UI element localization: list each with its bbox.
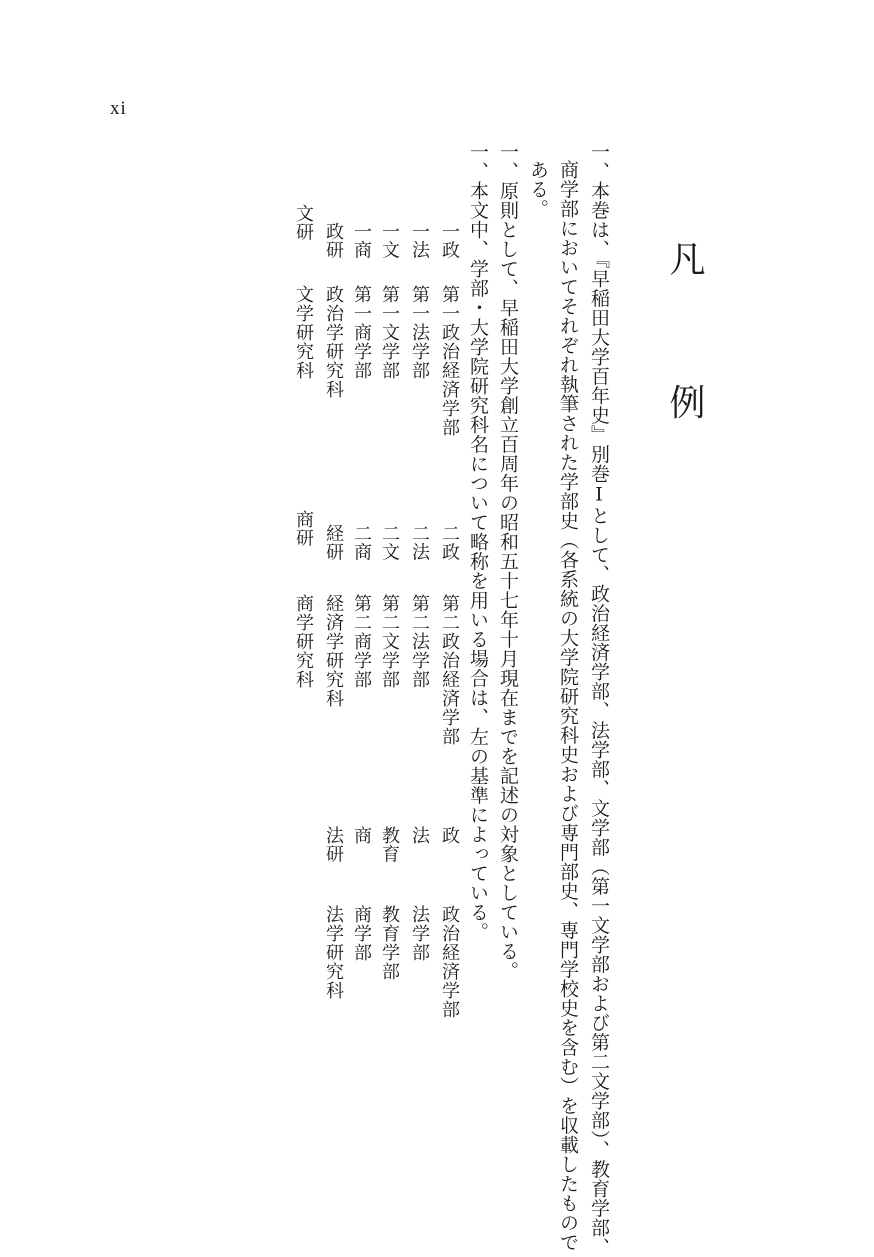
abbr-6-1: 文研 <box>293 204 314 241</box>
abbr-5-1: 政研 <box>323 222 344 259</box>
abbr-4-3: 商 <box>351 826 372 845</box>
abbr-5-2: 経研 <box>323 524 344 561</box>
abbr-1-3: 政 <box>439 826 460 845</box>
name-3-2: 第二文学部 <box>379 594 400 689</box>
paragraph-1-line-3: ある。 <box>527 160 549 219</box>
name-2-3: 法学部 <box>409 905 430 962</box>
paragraph-1-line-2: 商学部においてそれぞれ執筆された学部史（各系統の大学院研究科史および専門部史、専門学校史を含む）を収載したもので <box>557 160 579 1252</box>
paragraph-1-line-1: 一、本巻は、『早稲田大学百年史』別巻Ⅰとして、政治経済学部、法学部、文学部（第一文学部および第二文学部）、教育学部、 <box>588 142 610 1257</box>
name-4-2: 第二商学部 <box>351 594 372 689</box>
abbr-1-1: 一政 <box>439 222 460 259</box>
name-3-1: 第一文学部 <box>379 285 400 380</box>
abbr-1-2: 二政 <box>439 524 460 561</box>
name-6-1: 文学研究科 <box>293 285 314 380</box>
name-2-1: 第一法学部 <box>409 285 430 380</box>
abbr-4-2: 二商 <box>351 524 372 561</box>
name-5-2: 経済学研究科 <box>323 594 344 708</box>
abbr-3-3: 教育 <box>379 826 400 863</box>
name-3-3: 教育学部 <box>379 905 400 981</box>
page-title: 凡 例 <box>664 240 705 468</box>
paragraph-2: 一、原則として、早稲田大学創立百周年の昭和五十七年十月現在までを記述の対象としている。 <box>497 142 519 981</box>
abbr-2-3: 法 <box>409 826 430 845</box>
name-1-3: 政治経済学部 <box>439 905 460 1019</box>
name-4-1: 第一商学部 <box>351 285 372 380</box>
abbr-5-3: 法研 <box>323 826 344 863</box>
abbr-4-1: 一商 <box>351 222 372 259</box>
name-2-2: 第二法学部 <box>409 594 430 689</box>
name-5-3: 法学研究科 <box>323 905 344 1000</box>
abbr-2-1: 一法 <box>409 222 430 259</box>
name-1-1: 第一政治経済学部 <box>439 285 460 437</box>
name-1-2: 第二政治経済学部 <box>439 594 460 746</box>
page-number: xi <box>110 98 127 119</box>
abbr-3-1: 一文 <box>379 222 400 259</box>
name-4-3: 商学部 <box>351 905 372 962</box>
abbr-2-2: 二法 <box>409 524 430 561</box>
abbr-6-2: 商研 <box>293 510 314 547</box>
name-5-1: 政治学研究科 <box>323 285 344 399</box>
paragraph-3: 一、本文中、学部・大学院研究科名について略称を用いる場合は、左の基準によっている。 <box>467 142 489 942</box>
abbr-3-2: 二文 <box>379 524 400 561</box>
name-6-2: 商学研究科 <box>293 594 314 689</box>
